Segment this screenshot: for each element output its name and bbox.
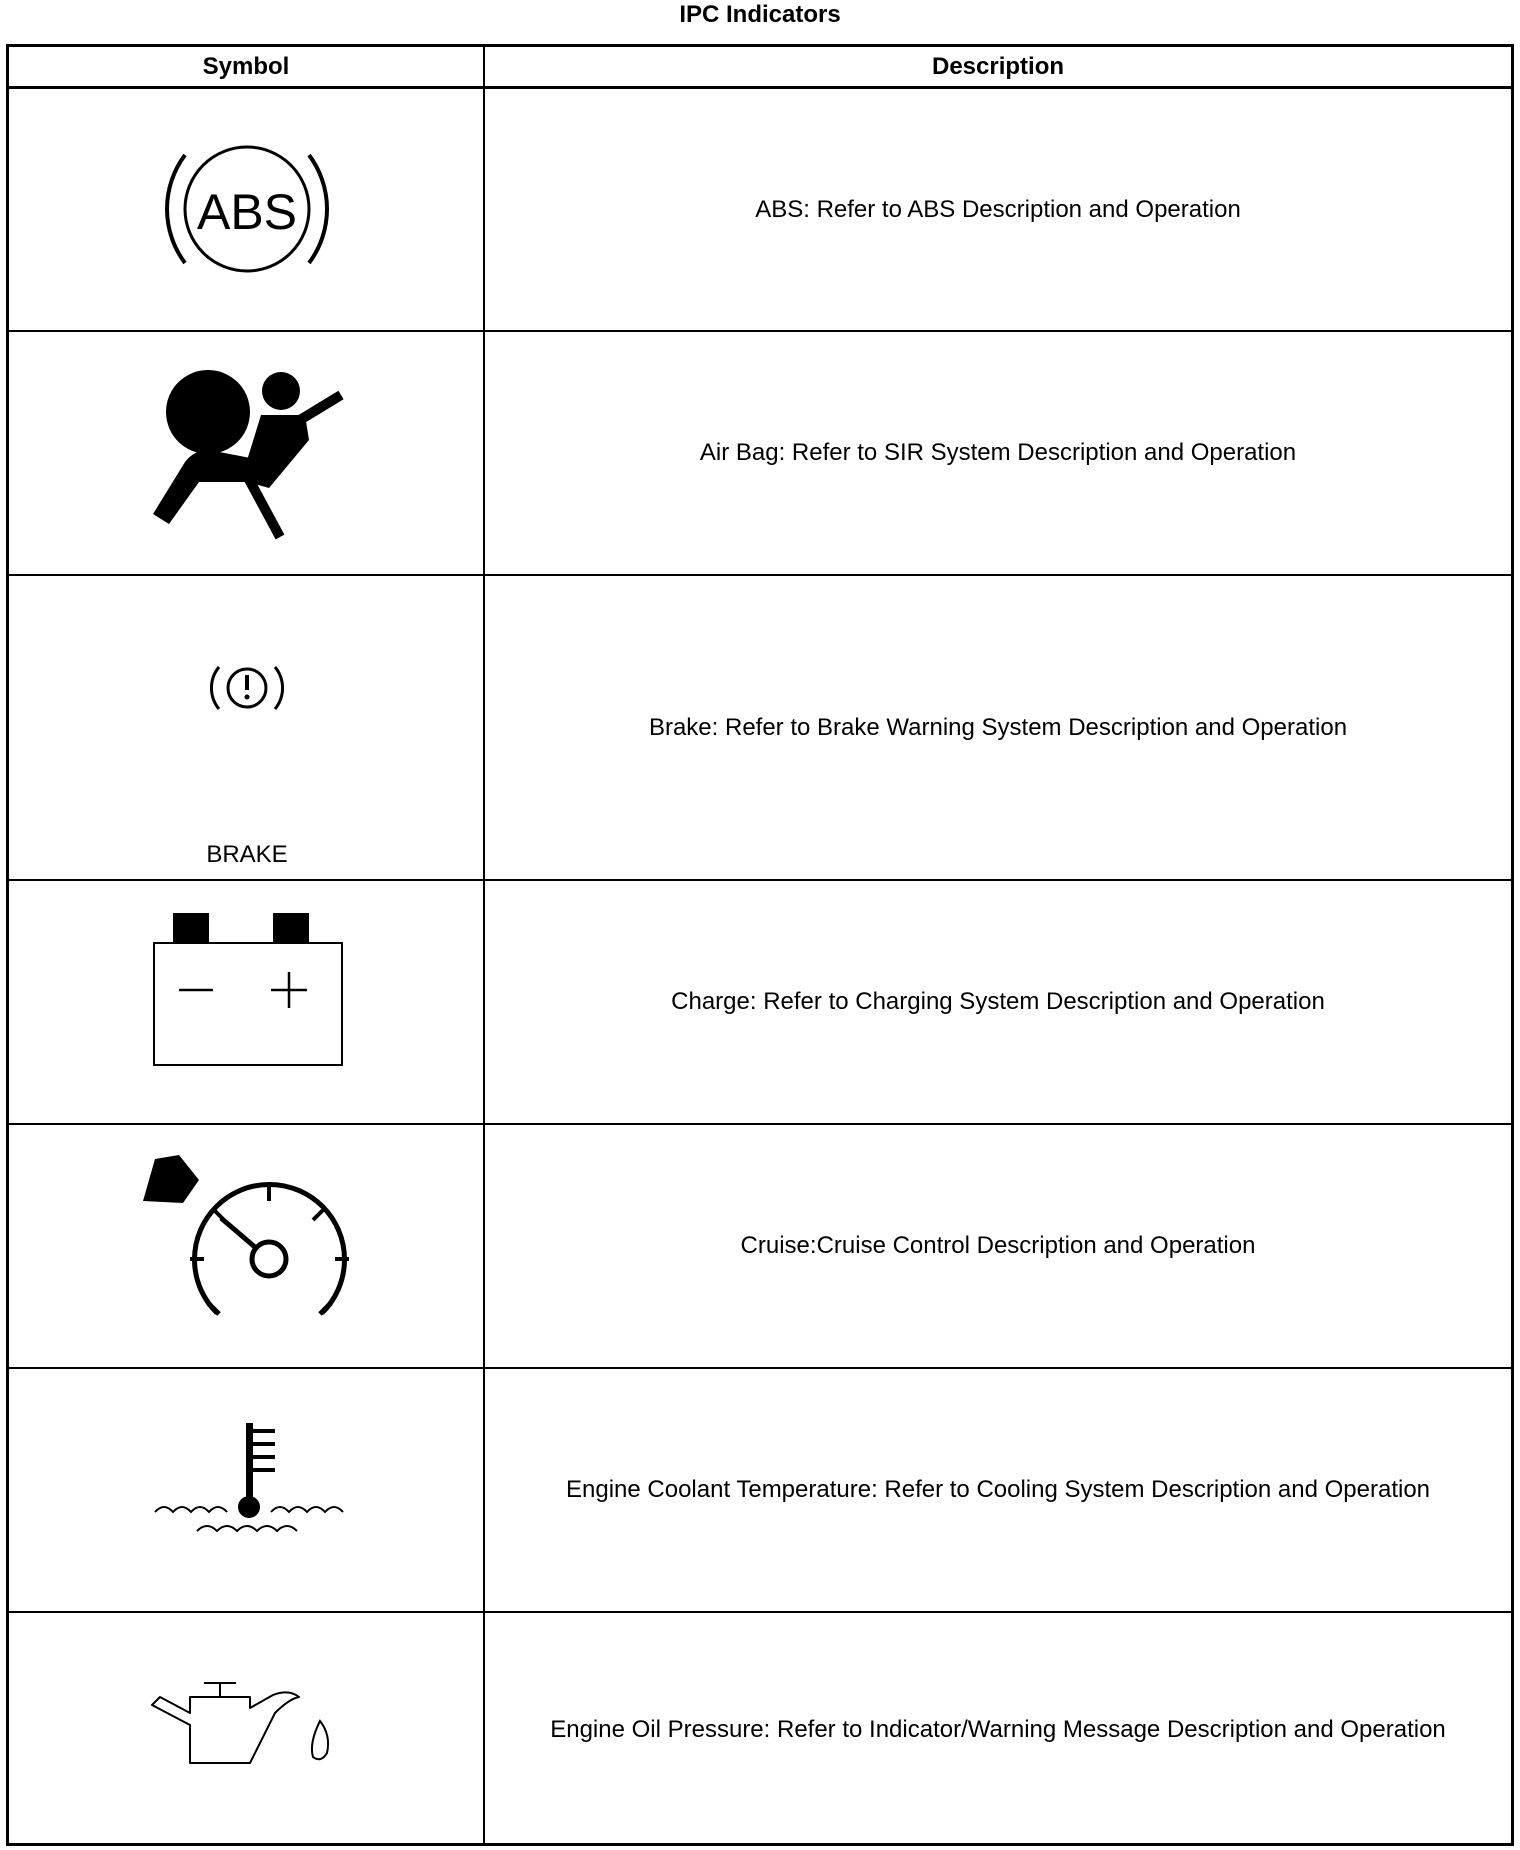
table-row xyxy=(9,89,1511,332)
description-cell: Air Bag: Refer to SIR System Description and Operation xyxy=(699,439,1297,466)
table-row xyxy=(9,1369,1511,1613)
page-title: IPC Indicators xyxy=(679,1,841,28)
brake-warning-icon xyxy=(9,576,485,881)
description-cell: Charge: Refer to Charging System Description and Operation xyxy=(671,988,1325,1015)
symbol-cell xyxy=(9,332,485,574)
coolant-temperature-icon xyxy=(9,1369,485,1613)
table-row xyxy=(9,1613,1511,1846)
table-row xyxy=(9,332,1511,576)
description-cell: Brake: Refer to Brake Warning System Description and Operation xyxy=(648,713,1348,741)
indicators-table xyxy=(6,44,1514,1846)
symbol-cell xyxy=(9,881,485,1123)
description-column-header: Description xyxy=(485,47,1511,89)
symbol-cell xyxy=(9,1369,485,1611)
table-row xyxy=(9,1125,1511,1369)
airbag-icon xyxy=(9,332,485,576)
abs-icon xyxy=(9,89,485,332)
symbol-cell xyxy=(9,89,485,330)
cruise-control-icon xyxy=(9,1125,485,1369)
description-cell: ABS: Refer to ABS Description and Operation xyxy=(755,195,1241,223)
description-cell: Cruise:Cruise Control Description and Operation xyxy=(740,1232,1256,1259)
table-row xyxy=(9,576,1511,881)
symbol-column-header: Symbol xyxy=(9,47,485,89)
symbol-cell xyxy=(9,576,485,879)
brake-label: BRAKE xyxy=(206,841,288,868)
svg-text:ABS: ABS xyxy=(196,184,298,240)
oil-pressure-icon xyxy=(9,1613,485,1846)
table-row xyxy=(9,881,1511,1125)
symbol-cell xyxy=(9,1613,485,1846)
description-cell: Engine Coolant Temperature: Refer to Cooling System Description and Operation xyxy=(565,1476,1431,1503)
description-cell: Engine Oil Pressure: Refer to Indicator/Warning Message Description and Operation xyxy=(550,1715,1446,1743)
symbol-cell xyxy=(9,1125,485,1367)
battery-icon xyxy=(9,881,485,1125)
